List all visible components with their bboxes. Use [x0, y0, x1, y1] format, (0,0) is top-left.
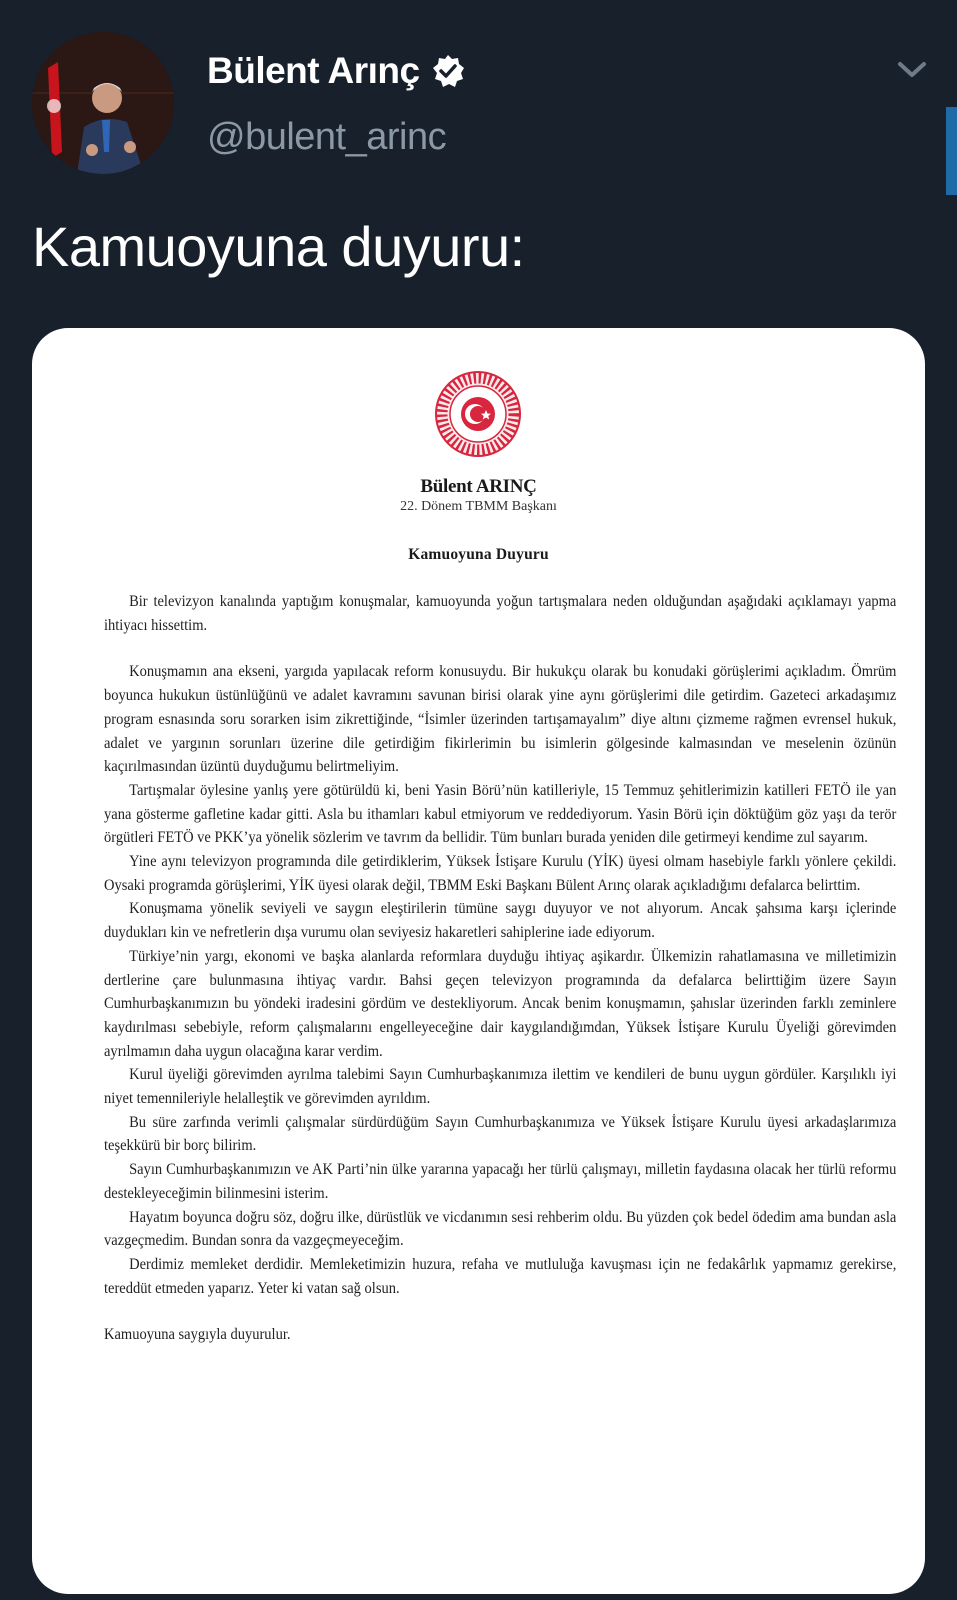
- document-paragraph: Bir televizyon kanalında yaptığım konuşmalar, kamuoyunda yoğun tartışmalara neden olduğundan aşağıdaki açıklamayı yapma ihtiyacı hissettim.: [104, 593, 897, 634]
- verified-badge-icon: [430, 53, 466, 89]
- document-closing: Kamuoyuna saygıyla duyurulur.: [104, 1326, 291, 1344]
- tweet-text: Kamuoyuna duyuru:: [32, 215, 525, 278]
- document-body: [104, 590, 896, 1347]
- document-paragraph: Sayın Cumhurbaşkanımızın ve AK Parti’nin ülke yararına yapacağı her türlü çalışmayı, milletin faydasına olacak her türlü reformu destekleyeceğimin bilinmesini isterim.: [104, 1161, 897, 1202]
- document-paragraph: Konuşmamın ana ekseni, yargıda yapılacak reform konusuydu. Bir hukukçu olarak bu konudaki görüşlerimi açıkladım. Ömrüm boyunca hukukun üstünlüğünü ve adalet kavramını savunan birisi olarak yine aynı görüşlerimi dile getirdim. Gazeteci arkadaşımız program esnasında soru sorarken isim zikrettiğinde, “İsimler üzerinden tartışamayalım” diye altını çizmeme rağmen evrensel hukuk, adalet ve yargının sorunları üzerine dile getirdiğim fikirlerimin bu isimlerin gölgesinde kalmasından ve meselenin özünün kaçırılmasından üzüntü duyduğumu belirtmeliyim.: [104, 663, 897, 776]
- document-paragraph: Tartışmalar öylesine yanlış yere götürüldü ki, beni Yasin Börü’nün katilleriyle, 15 Temmuz şehitlerimizin katilleri FETÖ ile yan yana gösterme gafletine kadar gitti. Asla bu ithamları kabul etmiyorum ve reddediyorum. Yasin Börü için döktüğüm göz yaşı da terör örgütleri FETÖ ve PKK’ya yönelik sözlerim ve tavrım da bellidir. Tüm bunları burada yeniden dile getirmeyi kendime zul sayarım.: [104, 781, 897, 847]
- avatar-photo: [32, 32, 174, 174]
- tweet-media-image[interactable]: [32, 328, 925, 1594]
- chevron-down-icon[interactable]: [896, 60, 928, 80]
- document-paragraph: Yine aynı televizyon programında dile getirdiklerim, Yüksek İstişare Kurulu (YİK) üyesi olmam hasebiyle farklı yönlere çekildi. Oysaki programda görüşlerimi, YİK üyesi olarak değil, TBMM Eski Başkanı Bülent Arınç olarak açıkladığımı defalarca belirttim.: [104, 853, 897, 894]
- scrollbar-thumb[interactable]: [946, 107, 957, 195]
- profile-avatar[interactable]: [32, 32, 174, 174]
- document-paragraph: Hayatım boyunca doğru söz, doğru ilke, dürüstlük ve vicdanımın sesi rehberim oldu. Bu yüzden çok bedel ödedim ama bundan asla vazgeçmedim. Bundan sonra da vazgeçmeyeceğim.: [104, 1208, 897, 1250]
- display-name[interactable]: [207, 50, 466, 92]
- document-author-name: Bülent ARINÇ: [420, 476, 537, 497]
- document-title: Kamuoyuna Duyuru: [408, 546, 549, 563]
- document-author-title: 22. Dönem TBMM Başkanı: [400, 499, 557, 514]
- tbmm-seal-icon: [434, 370, 522, 458]
- display-name-text: Bülent Arınç: [207, 50, 420, 91]
- document-paragraph: Konuşmama yönelik seviyeli ve saygın eleştirilerin tümüne saygı duyuyor ve not alıyorum. Ancak şahsıma karşı içlerinde duydukları kin ve nefretlerin dışa vurumu olan seviyesiz hakaretleri sahiplerine iade ediyorum.: [104, 900, 897, 942]
- user-handle[interactable]: @bulent_arinc: [207, 116, 447, 158]
- document-paragraph: Kurul üyeliği görevimden ayrılma talebimi Sayın Cumhurbaşkanımıza ilettim ve kendileri de bunu uygun gördüler. Karşılıklı iyi niyet temennileriyle helalleştik ve görevimden ayrıldım.: [104, 1066, 897, 1108]
- document-paragraph: Türkiye’nin yargı, ekonomi ve başka alanlarda reformlara duyduğu ihtiyaç aşikardır. Ülkemizin rahatlamasına ve milletimizin dertlerine çare bulunmasına ihtiyaç vardır. Bahsi geçen televizyon programında da defalarca belirttiğim üzere Sayın Cumhurbaşkanımızın bu yöndeki iradesini gördüm ve destekliyorum. Ancak benim konuşmamın, şahıslar üzerinden farklı zeminlere kaydırılması sebebiyle, reform çalışmalarını engelleyeceğine dair kaygılandığımdan, Yüksek İstişare Kurulu Üyeliği görevimden ayrılmamın daha uygun olacağına karar verdim.: [104, 947, 897, 1060]
- document-paragraph: Derdimiz memleket derdidir. Memleketimizin huzura, refaha ve mutluluğa kavuşması için ne fedakârlık yapmamız gerekirse, tereddüt etmeden yaparız. Yeter ki vatan sağ olsun.: [104, 1255, 897, 1297]
- document-paragraph: Bu süre zarfında verimli çalışmalar sürdürdüğüm Sayın Cumhurbaşkanımıza ve Yüksek İstişare Kurulu üyesi arkadaşlarımıza teşekkürü bir borç bilirim.: [104, 1113, 897, 1155]
